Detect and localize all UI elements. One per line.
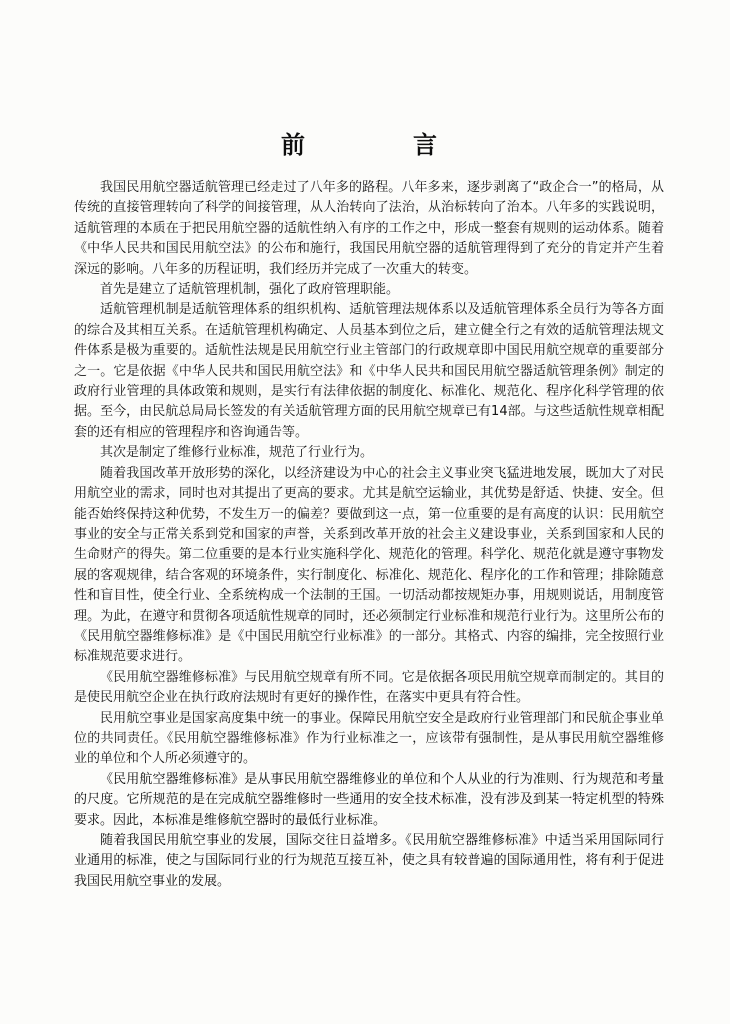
paragraph: 随着我国改革开放形势的深化，以经济建设为中心的社会主义事业突飞猛进地发展，既加大了对民用航空业的需求，同时也对其提出了更高的要求。尤其是航空运输业，其优势是舒适、快捷、安全。但能否始终保持这种优势，不发生万一的偏差？要做到这一点，第一位重要的是有高度的认识：民用航空事业的安全与正常关系到党和国家的声誉，关系到改革开放的社会主义建设事业，关系到国家和人民的生命财产的得失。第二位重要的是本行业实施科学化、规范化的管理。科学化、规范化就是遵守事物发展的客观规律，结合客观的环境条件，实行制度化、标准化、规范化、程序化的工作和管理；排除随意性和盲目性，使全行业、全系统构成一个法制的王国。一切活动都按规矩办事，用规则说话，用制度管理。为此，在遵守和贯彻各项适航性规章的同时，还必须制定行业标准和规范行业行为。这里所公布的《民用航空器维修标准》是《中国民用航空行业标准》的一部分。其格式、内容的编排，完全按照行业标准规范要求进行。 bbox=[74, 465, 664, 665]
paragraph: 《民用航空器维修标准》与民用航空规章有所不同。它是依据各项民用航空规章而制定的。其目的是使民用航空企业在执行政府法规时有更好的操作性，在落实中更具有符合性。 bbox=[74, 669, 664, 706]
paragraph: 随着我国民用航空事业的发展，国际交往日益增多。《民用航空器维修标准》中适当采用国际同行业通用的标准，使之与国际同行业的行为规范互接互补，使之具有较普遍的国际通用性，将有利于促进我国民用航空事业的发展。 bbox=[74, 833, 664, 889]
paragraph: 《民用航空器维修标准》是从事民用航空器维修业的单位和个人从业的行为准则、行为规范和考量的尺度。它所规范的是在完成航空器维修时一些通用的安全技术标准，没有涉及到某一特定机型的特殊要求。因此，本标准是维修航空器时的最低行业标准。 bbox=[74, 771, 664, 828]
paragraph: 适航管理机制是适航管理体系的组织机构、适航管理法规体系以及适航管理体系全员行为等各方面的综合及其相互关系。在适航管理机构确定、人员基本到位之后，建立健全行之有效的适航管理法规文件体系是极为重要的。适航性法规是民用航空行业主管部门的行政规章即中国民用航空规章的重要部分之一。它是依据《中华人民共和国民用航空法》和《中华人民共和国民用航空器适航管理条例》制定的政府行业管理的具体政策和规则，是实行有法律依据的制度化、标准化、规范化、程序化科学管理的依据。至今，由民航总局局长签发的有关适航管理方面的民用航空规章已有14部。与这些适航性规章相配套的还有相应的管理程序和咨询通告等。 bbox=[74, 302, 664, 440]
page-title: 前言 bbox=[281, 131, 545, 159]
paragraph: 其次是制定了维修行业标准，规范了行业行为。 bbox=[100, 445, 374, 461]
paragraph: 首先是建立了适航管理机制，强化了政府管理职能。 bbox=[100, 282, 400, 298]
paragraph: 我国民用航空器适航管理已经走过了八年多的路程。八年多来，逐步剥离了“政企合一”的格局，从传统的直接管理转向了科学的间接管理，从人治转向了法治，从治标转向了治本。八年多的实践说明，适航管理的本质在于把民用航空器的适航性纳入有序的工作之中，形成一整套有规则的运动体系。随着《中华人民共和国民用航空法》的公布和施行，我国民用航空器的适航管理得到了充分的肯定并产生着深远的影响。八年多的历程证明，我们经历并完成了一次重大的转变。 bbox=[74, 180, 664, 277]
preface-body bbox=[74, 178, 664, 892]
paragraph: 民用航空事业是国家高度集中统一的事业。保障民用航空安全是政府行业管理部门和民航企事业单位的共同责任。《民用航空器维修标准》作为行业标准之一，应该带有强制性，是从事民用航空器维修业的单位和个人所必须遵守的。 bbox=[74, 710, 664, 767]
